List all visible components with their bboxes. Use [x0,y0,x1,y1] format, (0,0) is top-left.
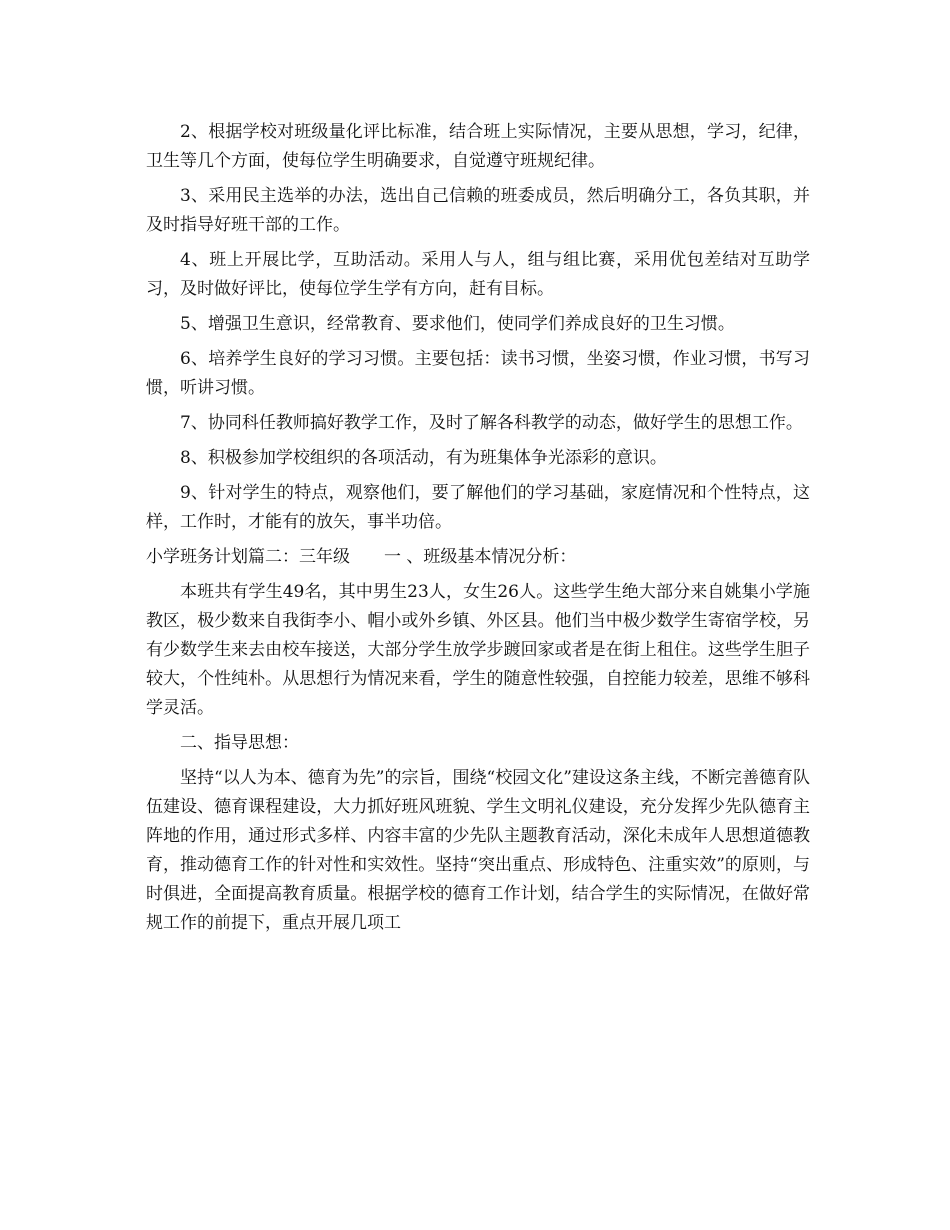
guidance-heading: 二、指导思想： [180,733,299,753]
list-item-2: 2、根据学校对班级量化评比标准，结合班上实际情况，主要从思想，学习，纪律，卫生等几个方面，使每位学生明确要求，自觉遵守班规纪律。 [146,122,810,171]
list-item-3: 3、采用民主选举的办法，选出自己信赖的班委成员，然后明确分工，各负其职，并及时指导好班干部的工作。 [146,186,810,235]
list-item-9: 9、针对学生的特点，观察他们，要了解他们的学习基础，家庭情况和个性特点，这样，工作时，才能有的放矢，事半功倍。 [146,483,810,532]
section-heading [146,543,810,572]
list-item-7: 7、协同科任教师搞好教学工作，及时了解各科教学的动态，做好学生的思想工作。 [180,413,803,433]
list-item-4: 4、班上开展比学，互助活动。采用人与人，组与组比赛，采用优包差结对互助学习，及时做好评比，使每位学生学有方向，赶有目标。 [146,250,810,299]
section-title: 小学班务计划篇二：三年级 [146,547,350,567]
list-item-8: 8、积极参加学校组织的各项活动，有为班集体争光添彩的意识。 [180,448,667,468]
document-page [146,118,810,944]
list-item-5: 5、增强卫生意识，经常教育、要求他们，使同学们养成良好的卫生习惯。 [180,314,735,334]
analysis-paragraph: 本班共有学生49名，其中男生23人，女生26人。这些学生绝大部分来自姚集小学施教区，极少数来自我街李小、帽小或外乡镇、外区县。他们当中极少数学生寄宿学校，另有少数学生来去由校车接送，大部分学生放学步踱回家或者是在街上租住。这些学生胆子较大，个性纯朴。从思想行为情况来看，学生的随意性较强，自控能力较差，思维不够科学灵活。 [146,582,810,718]
list-item-6: 6、培养学生良好的学习习惯。主要包括：读书习惯，坐姿习惯，作业习惯，书写习惯，听讲习惯。 [146,349,810,398]
guidance-paragraph: 坚持“以人为本、德育为先”的宗旨，围绕“校园文化”建设这条主线，不断完善德育队伍建设、德育课程建设，大力抓好班风班貌、学生文明礼仪建设，充分发挥少先队德育主阵地的作用，通过形式多样、内容丰富的少先队主题教育活动，深化未成年人思想道德教育，推动德育工作的针对性和实效性。坚持“突出重点、形成特色、注重实效”的原则，与时俱进，全面提高教育质量。根据学校的德育工作计划，结合学生的实际情况，在做好常规工作的前提下，重点开展几项工 [146,768,810,933]
section-subtitle: 一 、班级基本情况分析： [384,547,577,567]
